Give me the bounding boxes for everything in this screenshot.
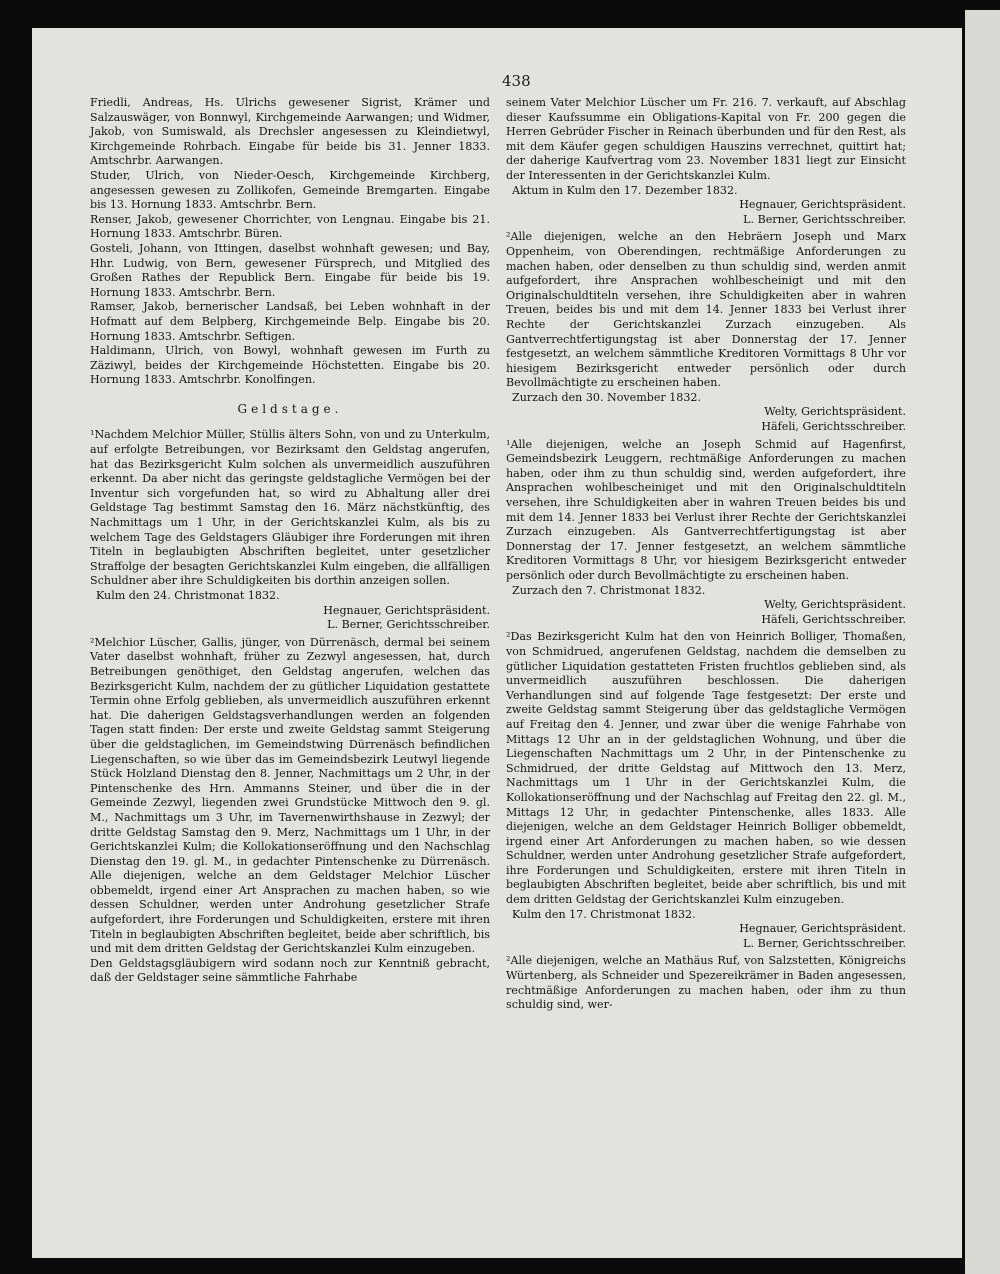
- right-column: [506, 96, 906, 1013]
- notice-date: Zurzach den 30. November 1832.: [512, 390, 702, 404]
- list-item: Ramser, Jakob, bernerischer Landsaß, bei Leben wohnhaft in der Hofmatt auf dem Belpberg, Kirchgemeinde Belp. Eingabe bis 20. Hornung 1833. Amtschrbr. Seftigen.: [90, 300, 490, 343]
- notice-signature: Häfeli, Gerichtsschreiber.: [761, 612, 906, 626]
- notice-date: Kulm den 24. Christmonat 1832.: [96, 589, 280, 602]
- notice-signature: Hegnauer, Gerichtspräsident.: [323, 603, 490, 617]
- notice-signature: Hegnauer, Gerichtspräsident.: [739, 198, 906, 212]
- list-item: Renser, Jakob, gewesener Chorrichter, von Lengnau. Eingabe bis 21. Hornung 1833. Amtschrbr. Büren.: [90, 212, 490, 241]
- notice-signature: L. Berner, Gerichtsschreiber.: [743, 936, 906, 950]
- notice-text: seinem Vater Melchior Lüscher um Fr. 216. 7. verkauft, auf Abschlag dieser Kaufssumme ein Obligations-Kapital von Fr. 200 gegen die Herren Gebrüder Fischer in Reinach überbunden und für den Rest, als mit dem Käufer gegen schuldigen Hauszins verrechnet, quittirt hat; der daherige Kaufvertrag vom 23. November 1831 liegt zur Einsicht der Interessenten in der Gerichtskanzlei Kulm.: [506, 96, 906, 182]
- notice-signature: L. Berner, Gerichtsschreiber.: [327, 618, 490, 632]
- list-item: Haldimann, Ulrich, von Bowyl, wohnhaft gewesen im Furth zu Zäziwyl, beides der Kirchgemeinde Höchstetten. Eingabe bis 20. Hornung 1833. Amtschrbr. Konolfingen.: [90, 344, 490, 387]
- notice-text: ²Das Bezirksgericht Kulm hat den von Heinrich Bolliger, Thomaßen, von Schmidrued, angerufenen Geldstag, nachdem die demselben zu gütlicher Liquidation gestatteten Fristen fruchtlos geblieben sind, als unvermeidlich auszuführen beschlossen. Die daherigen Verhandlungen sind auf folgende Tage festgesetzt: Der erste und zweite Geldstag sammt Steigerung über das geldstagliche Vermögen auf Freitag den 4. Jenner, und zwar über die wenige Fahrhabe von Mittags 12 Uhr an in der geldstaglichen Wohnung, und über die Liegenschaften Nachmittags um 2 Uhr, in der Pintenschenke zu Schmidrued, der dritte Geldstag auf Mittwoch den 13. Merz, Nachmittags um 1 Uhr in der Gerichtskanzlei Kulm, die Kollokationseröffnung und der Nachschlag auf Freitag den 22. gl. M., Mittags 12 Uhr, in gedachter Pintenschenke, alles 1833. Alle diejenigen, welche an dem Geldstager Heinrich Bolliger obbemeldt, irgend einer Art Anforderungen zu machen haben, so wie dessen Schuldner, werden unter Androhung gesetzlicher Strafe aufgefordert, ihre Forderungen und Schuldigkeiten, erstere mit ihren Titeln in beglaubigten Abschriften begleitet, beide aber schriftlich, bis und mit dem dritten Geldstag der Gerichtskanzlei Kulm einzugeben.: [506, 630, 906, 907]
- notice-signature: Häfeli, Gerichtsschreiber.: [761, 420, 906, 434]
- notice-date: Zurzach den 7. Christmonat 1832.: [512, 583, 706, 597]
- notice-signature: L. Berner, Gerichtsschreiber.: [743, 212, 906, 226]
- adjacent-page-edge: [965, 10, 1000, 1274]
- list-item: Friedli, Andreas, Hs. Ulrichs gewesener Sigrist, Krämer und Salzauswäger, von Bonnwyl, Kirchgemeinde Aarwangen; und Widmer, Jakob, von Sumiswald, als Drechsler angesessen zu Kleindietwyl, Kirchgemeinde Rohrbach. Eingabe für beide bis 31. Jenner 1833. Amtschrbr. Aarwangen.: [90, 96, 490, 168]
- notice-date: Kulm den 17. Christmonat 1832.: [512, 907, 696, 921]
- notice-date: Aktum in Kulm den 17. Dezember 1832.: [512, 183, 738, 197]
- notice-text: ²Alle diejenigen, welche an den Hebräern Joseph und Marx Oppenheim, von Oberendingen, rechtmäßige Anforderungen zu machen haben, oder denselben zu thun schuldig sind, werden anmit aufgefordert, ihre Ansprachen wohlbescheinigt und mit den Originalschuldtiteln versehen, ihre Schuldigkeiten aber in wahren Treuen, beides bis und mit dem 14. Jenner 1833 bei Verlust ihrer Rechte der Gerichtskanzlei Zurzach einzugeben. Als Gantverrechtfertigungstag ist aber Donnerstag der 17. Jenner festgesetzt, an welchem sämmtliche Kreditoren Vormittags 8 Uhr vor hiesigem Bezirksgericht entweder persönlich oder durch Bevollmächtigte zu erscheinen haben.: [506, 230, 906, 390]
- notice-text: ¹Alle diejenigen, welche an Joseph Schmid auf Hagenfirst, Gemeindsbezirk Leuggern, rechtmäßige Anforderungen zu machen haben, oder ihm zu thun schuldig sind, werden aufgefordert, ihre Ansprachen wohlbescheiniget und mit den Originalschuldtiteln versehen, ihre Schuldigkeiten aber in wahren Treuen beides bis und mit dem 14. Jenner 1833 bei Verlust ihrer Rechte der Gerichtskanzlei Zurzach einzugeben. Als Gantverrechtfertigungstag ist aber Donnerstag der 17. Jenner festgesetzt, an welchem sämmtliche Kreditoren Vormittags 8 Uhr, vor hiesigem Bezirksgericht entweder persönlich oder durch Bevollmächtigte zu erscheinen haben.: [506, 437, 906, 582]
- notice-text: ²Alle diejenigen, welche an Mathäus Ruf, von Salzstetten, Königreichs Würtenberg, als Schneider und Spezereikrämer in Baden angesessen, rechtmäßige Anforderungen zu machen haben, oder ihm zu thun schuldig sind, wer-: [506, 954, 906, 1012]
- section-heading: Geldstage.: [237, 401, 343, 416]
- notice-text: Den Geldstagsgläubigern wird sodann noch zur Kenntniß gebracht, daß der Geldstager seine sämmtliche Fahrhabe: [90, 956, 490, 985]
- notice-text: ¹Nachdem Melchior Müller, Stüllis älters Sohn, von und zu Unterkulm, auf erfolgte Betreibungen, vor Bezirksamt den Geldstag angerufen, hat das Bezirksgericht Kulm solchen als unvermeidlich auszuführen erkennt. Da aber nicht das geringste geldstagliche Vermögen bei der Inventur sich vorgefunden hat, so wird zu Abhaltung aller drei Geldstage Tag bestimmt Samstag den 16. März nächstkünftig, des Nachmittags um 1 Uhr, in der Gerichtskanzlei Kulm, als bis zu welchem Tage des Geldstagers Gläubiger ihre Forderungen mit ihren Titeln in beglaubigten Abschriften begleitet, unter gesetzlicher Straffolge der besagten Gerichtskanzlei Kulm eingeben, die allfälligen Schuldner aber ihre Schuldigkeiten bis dorthin anzeigen sollen.: [90, 428, 490, 588]
- list-item: Gosteli, Johann, von Ittingen, daselbst wohnhaft gewesen; und Bay, Hhr. Ludwig, von Bern, gewesener Fürsprech, und Mitglied des Großen Rathes der Republick Bern. Eingabe für beide bis 19. Hornung 1833. Amtschrbr. Bern.: [90, 241, 490, 299]
- page-number: 438: [502, 72, 531, 90]
- newspaper-page: [32, 28, 962, 1258]
- notice-text: ²Melchior Lüscher, Gallis, jünger, von Dürrenäsch, dermal bei seinem Vater daselbst wohnhaft, früher zu Zezwyl angesessen, hat, durch Betreibungen genöthiget, den Geldstag angerufen, welchen das Bezirksgericht Kulm, nachdem der zu gütlicher Liquidation gestattete Termin ohne Erfolg geblieben, als unvermeidlich auszuführen erkennt hat. Die daherigen Geldstagsverhandlungen werden an folgenden Tagen statt finden: Der erste und zweite Geldstag sammt Steigerung über die geldstaglichen, im Gemeindstwing Dürrenäsch befindlichen Liegenschaften, so wie über das im Gemeindsbezirk Leutwyl liegende Stück Holzland Dienstag den 8. Jenner, Nachmittags um 2 Uhr, in der Pintenschenke des Hrn. Ammanns Steiner, und über die in der Gemeinde Zezwyl, liegenden zwei Grundstücke Mittwoch den 9. gl. M., Nachmittags um 3 Uhr, im Tavernenwirthshause in Zezwyl; der dritte Geldstag Samstag den 9. Merz, Nachmittags um 1 Uhr, in der Gerichtskanzlei Kulm; die Kollokationseröffnung und den Nachschlag Dienstag den 19. gl. M., in gedachter Pintenschenke zu Dürrenäsch. Alle diejenigen, welche an dem Geldstager Melchior Lüscher obbemeldt, irgend einer Art Ansprachen zu machen haben, so wie dessen Schuldner, werden unter Androhung gesetzlicher Strafe aufgefordert, ihre Forderungen und Schuldigkeiten, erstere mit ihren Titeln in beglaubigten Abschriften begleitet, beide aber schriftlich, bis und mit dem dritten Geldstag der Gerichtskanzlei Kulm einzugeben.: [90, 635, 490, 956]
- notice-signature: Hegnauer, Gerichtspräsident.: [739, 922, 906, 936]
- left-column: [90, 96, 490, 986]
- list-item: Studer, Ulrich, von Nieder-Oesch, Kirchgemeinde Kirchberg, angesessen gewesen zu Zollikofen, Gemeinde Bremgarten. Eingabe bis 13. Hornung 1833. Amtschrbr. Bern.: [90, 168, 490, 212]
- notice-signature: Welty, Gerichtspräsident.: [764, 405, 906, 419]
- notice-signature: Welty, Gerichtspräsident.: [764, 598, 906, 612]
